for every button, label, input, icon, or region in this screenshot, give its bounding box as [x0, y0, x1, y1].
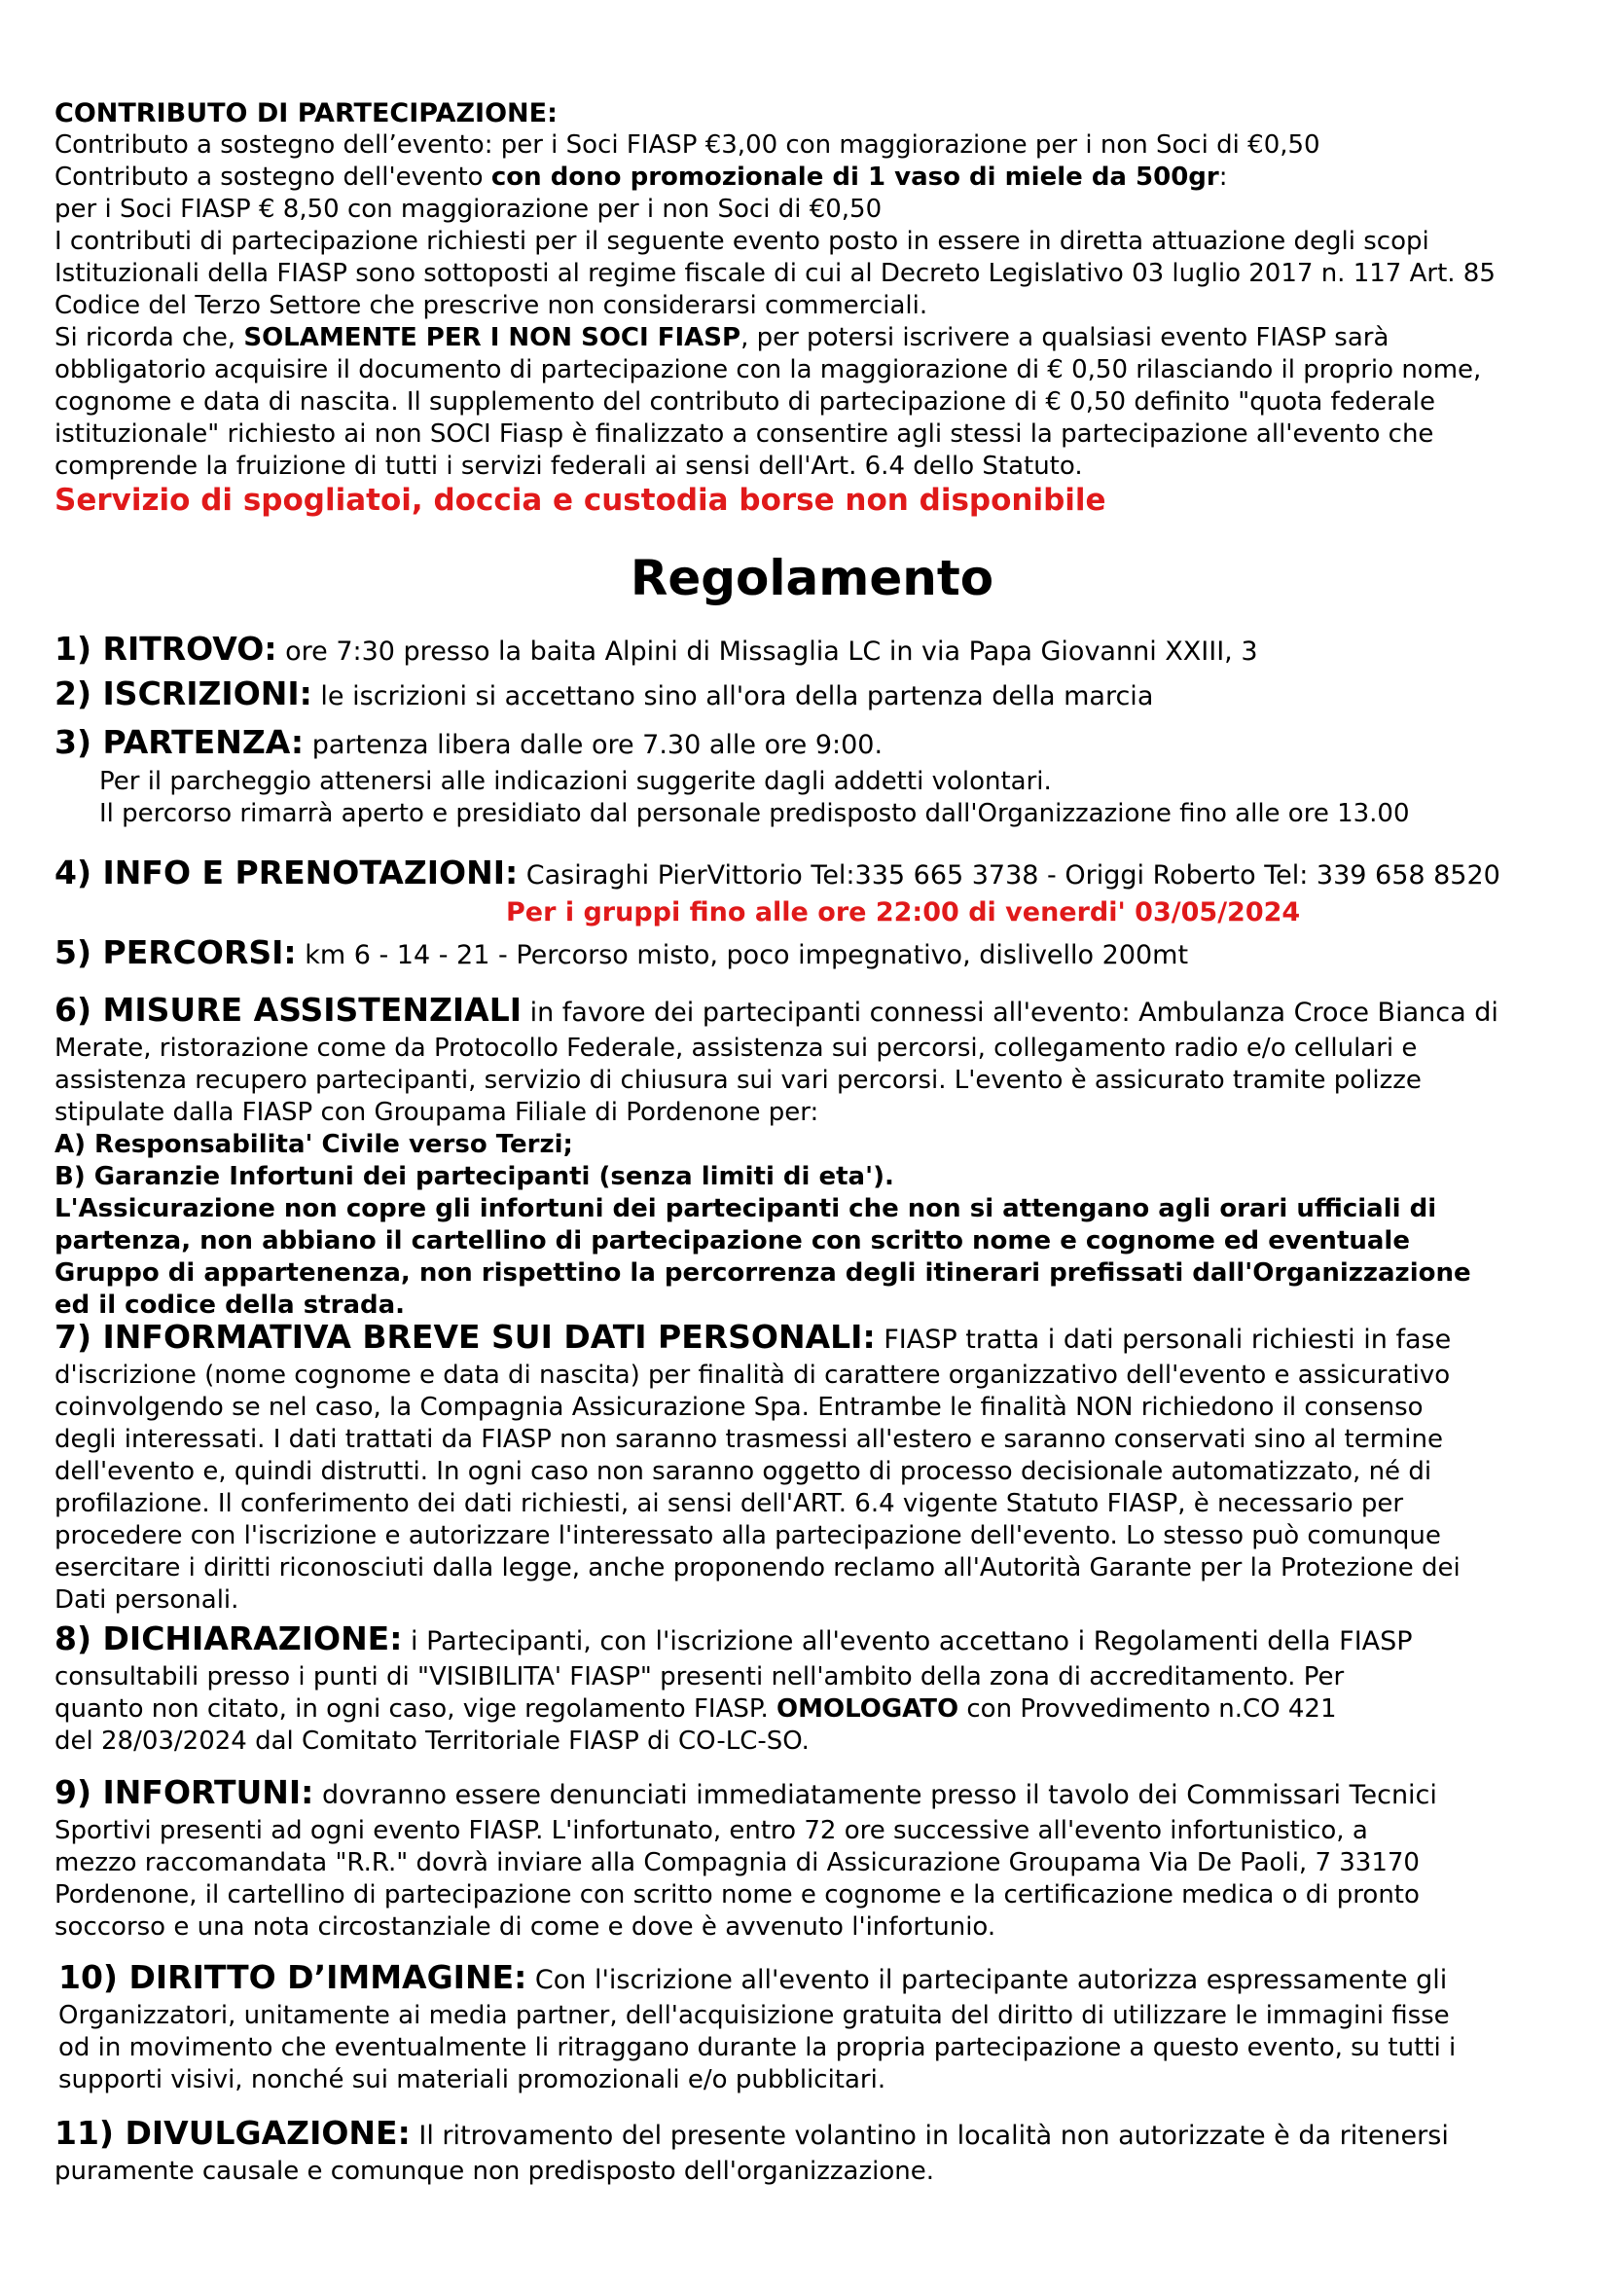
section-line: profilazione. Il conferimento dei dati richiesti, ai sensi dell'ART. 6.4 vigente Statuto FIASP, è necessario per [54, 1489, 1404, 1518]
section-partenza [54, 722, 1592, 830]
section-line: Merate, ristorazione come da Protocollo Federale, assistenza sui percorsi, collegamento radio e/o cellulari e [54, 1034, 1418, 1063]
non-members-emphasis: SOLAMENTE PER I NON SOCI FIASP [243, 323, 741, 352]
section-info [54, 853, 1592, 928]
section-title: 3) PARTENZA: [54, 723, 305, 761]
section-line: supporti visivi, nonché sui materiali promozionali e/o pubblicitari. [58, 2065, 886, 2094]
contribution-line: cognome e data di nascita. Il supplemento del contributo di partecipazione di € 0,50 definito "quota federale [54, 387, 1436, 417]
section-text: Con l'iscrizione all'evento il partecipante autorizza espressamente gli [526, 1965, 1448, 1995]
text: quanto non citato, in ogni caso, vige regolamento FIASP. [54, 1694, 777, 1724]
section-privacy [54, 1318, 1592, 1617]
insurance-line: B) Garanzie Infortuni dei partecipanti (senza limiti di eta'). [54, 1162, 894, 1191]
section-title: 1) RITROVO: [54, 630, 277, 668]
section-text: ore 7:30 presso la baita Alpini di Missaglia LC in via Papa Giovanni XXIII, 3 [276, 636, 1258, 667]
insurance-terms [54, 1129, 1592, 1322]
section-line [54, 1619, 1592, 1661]
section-line: dell'evento e, quindi distrutti. In ogni caso non saranno oggetto di processo decisionale automatizzato, né di [54, 1457, 1432, 1486]
contribution-line: I contributi di partecipazione richiesti per il seguente evento posto in essere in diretta attuazione degli scopi [54, 227, 1429, 256]
section-divulgazione [54, 2114, 1592, 2188]
insurance-line: L'Assicurazione non copre gli infortuni dei partecipanti che non si attengano agli orari ufficiali di [54, 1194, 1437, 1223]
section-title: 8) DICHIARAZIONE: [54, 1619, 403, 1657]
section-line [54, 1773, 1592, 1815]
section-text: in favore dei partecipanti connessi all'evento: Ambulanza Croce Bianca di [522, 998, 1498, 1028]
section-line: soccorso e una nota circostanziale di come e dove è avvenuto l'infortunio. [54, 1912, 996, 1942]
section-line [54, 722, 1592, 766]
section-line: stipulate dalla FIASP con Groupama Filiale di Pordenone per: [54, 1098, 819, 1127]
section-line: degli interessati. I dati trattati da FIASP non saranno trasmessi all'estero e saranno conservati sino al termine [54, 1425, 1443, 1454]
text: : [1218, 163, 1228, 192]
section-line: consultabili presso i punti di "VISIBILITA' FIASP" presenti nell'ambito della zona di accreditamento. Per [54, 1662, 1345, 1691]
section-infortuni [54, 1773, 1592, 1944]
section-text: le iscrizioni si accettano sino all'ora della partenza della marcia [311, 681, 1154, 711]
section-iscrizioni [54, 673, 1592, 717]
section-line: Il percorso rimarrà aperto e presidiato dal personale predisposto dall'Organizzazione fino alle ore 13.00 [99, 799, 1410, 828]
section-line: coinvolgendo se nel caso, la Compagnia Assicurazione Spa. Entrambe le finalità NON richiedono il consenso [54, 1393, 1424, 1422]
section-line: Sportivi presenti ad ogni evento FIASP. L'infortunato, entro 72 ore successive all'evento infortunistico, a [54, 1816, 1368, 1845]
section-line [58, 1958, 1596, 2000]
omologato-emphasis: OMOLOGATO [776, 1694, 959, 1724]
section-line: Per il parcheggio attenersi alle indicazioni suggerite dagli addetti volontari. [99, 767, 1052, 796]
section-line: od in movimento che eventualmente li ritraggano durante la propria partecipazione a questo evento, su tutti i [58, 2033, 1457, 2062]
section-title: 10) DIRITTO D’IMMAGINE: [58, 1958, 527, 1996]
text: con Provvedimento n.CO 421 [958, 1694, 1337, 1724]
section-line: Organizzatori, unitamente ai media partner, dell'acquisizione gratuita del diritto di utilizzare le immagini fisse [58, 2001, 1450, 2030]
section-line [54, 991, 1592, 1033]
insurance-line: partenza, non abbiano il cartellino di partecipazione con scritto nome e cognome ed eventuale [54, 1226, 1410, 1255]
section-ritrovo [54, 629, 1592, 673]
section-text: km 6 - 14 - 21 - Percorso misto, poco impegnativo, dislivello 200mt [296, 940, 1189, 970]
contribution-line: Codice del Terzo Settore che prescrive non considerarsi commerciali. [54, 291, 928, 320]
section-text: dovranno essere denunciati immediatamente presso il tavolo dei Commissari Tecnici [313, 1780, 1437, 1810]
section-title: 2) ISCRIZIONI: [54, 674, 312, 712]
section-line [54, 932, 1592, 976]
section-line [54, 853, 1592, 896]
group-booking-deadline: Per i gruppi fino alle ore 22:00 di venerdi' 03/05/2024 [506, 897, 1301, 927]
contribution-line [54, 322, 1592, 354]
section-line: mezzo raccomandata "R.R." dovrà inviare alla Compagnia di Assicurazione Groupama Via De Paoli, 7 33170 [54, 1848, 1420, 1877]
insurance-line: A) Responsabilita' Civile verso Terzi; [54, 1130, 573, 1159]
contribution-line: comprende la fruizione di tutti i servizi federali ai sensi dell'Art. 6.4 dello Statuto. [54, 452, 1083, 481]
section-title: 11) DIVULGAZIONE: [54, 2114, 411, 2152]
contribution-line [54, 162, 1592, 194]
contribution-line: Istituzionali della FIASP sono sottoposti al regime fiscale di cui al Decreto Legislativo 03 luglio 2017 n. 117 Art. 85 [54, 259, 1496, 288]
section-text: FIASP tratta i dati personali richiesti in fase [875, 1325, 1452, 1355]
contribution-line: Contributo a sostegno dell’evento: per i Soci FIASP €3,00 con maggiorazione per i non Soci di €0,50 [54, 130, 1320, 160]
section-line: d'iscrizione (nome cognome e data di nascita) per finalità di carattere organizzativo dell'evento e assicurativo [54, 1361, 1451, 1390]
services-notice: Servizio di spogliatoi, doccia e custodia borse non disponibile [54, 483, 1106, 518]
contribution-section [54, 97, 1592, 518]
honey-gift-text: con dono promozionale di 1 vaso di miele da 500gr [490, 163, 1219, 192]
section-misure [54, 991, 1592, 1322]
section-line [54, 1693, 1592, 1726]
section-line [54, 629, 1592, 673]
section-line: Pordenone, il cartellino di partecipazione con scritto nome e cognome e la certificazione medica o di pronto [54, 1880, 1420, 1909]
section-title: 7) INFORMATIVA BREVE SUI DATI PERSONALI: [54, 1318, 876, 1356]
section-line [54, 673, 1592, 717]
section-line: del 28/03/2024 dal Comitato Territoriale FIASP di CO-LC-SO. [54, 1727, 810, 1756]
text: Si ricorda che, [54, 323, 244, 352]
section-line [54, 2114, 1592, 2156]
section-percorsi [54, 932, 1592, 976]
insurance-line: ed il codice della strada. [54, 1291, 406, 1320]
section-line: assistenza recupero partecipanti, servizio di chiusura sui vari percorsi. L'evento è assicurato tramite polizze [54, 1066, 1422, 1095]
section-line: puramente causale e comunque non predisposto dell'organizzazione. [54, 2157, 934, 2186]
section-title: 9) INFORTUNI: [54, 1773, 314, 1811]
section-title: 4) INFO E PRENOTAZIONI: [54, 854, 519, 891]
text: Contributo a sostegno dell'evento [54, 163, 491, 192]
page-title: Regolamento [630, 550, 994, 606]
section-line: Dati personali. [54, 1585, 239, 1615]
section-text: partenza libera dalle ore 7.30 alle ore 9:00. [304, 730, 884, 760]
section-title: 5) PERCORSI: [54, 933, 297, 971]
section-text: Casiraghi PierVittorio Tel:335 665 3738 - Origgi Roberto Tel: 339 658 8520 [518, 860, 1500, 891]
section-text: Il ritrovamento del presente volantino in località non autorizzate è da ritenersi [410, 2121, 1449, 2151]
section-line [54, 1318, 1592, 1360]
contribution-line: obbligatorio acquisire il documento di partecipazione con la maggiorazione di € 0,50 rilasciando il proprio nome, [54, 355, 1482, 384]
section-text: i Partecipanti, con l'iscrizione all'evento accettano i Regolamenti della FIASP [402, 1626, 1413, 1656]
section-immagine [58, 1958, 1596, 2096]
contribution-line: istituzionale" richiesto ai non SOCI Fiasp è finalizzato a consentire agli stessi la partecipazione all'evento che [54, 419, 1434, 449]
text: , per potersi iscrivere a qualsiasi evento FIASP sarà [740, 323, 1389, 352]
section-title: 6) MISURE ASSISTENZIALI [54, 991, 523, 1029]
section-line: esercitare i diritti riconosciuti dalla legge, anche proponendo reclamo all'Autorità Garante per la Protezione dei [54, 1553, 1461, 1582]
section-line: procedere con l'iscrizione e autorizzare l'interessato alla partecipazione dell'evento. Lo stesso può comunque [54, 1521, 1441, 1550]
contribution-line: per i Soci FIASP € 8,50 con maggiorazione per i non Soci di €0,50 [54, 195, 883, 224]
section-dichiarazione [54, 1619, 1592, 1758]
contribution-heading: CONTRIBUTO DI PARTECIPAZIONE: [54, 98, 558, 128]
insurance-line: Gruppo di appartenenza, non rispettino la percorrenza degli itinerari prefissati dall'Organizzazione [54, 1258, 1471, 1288]
